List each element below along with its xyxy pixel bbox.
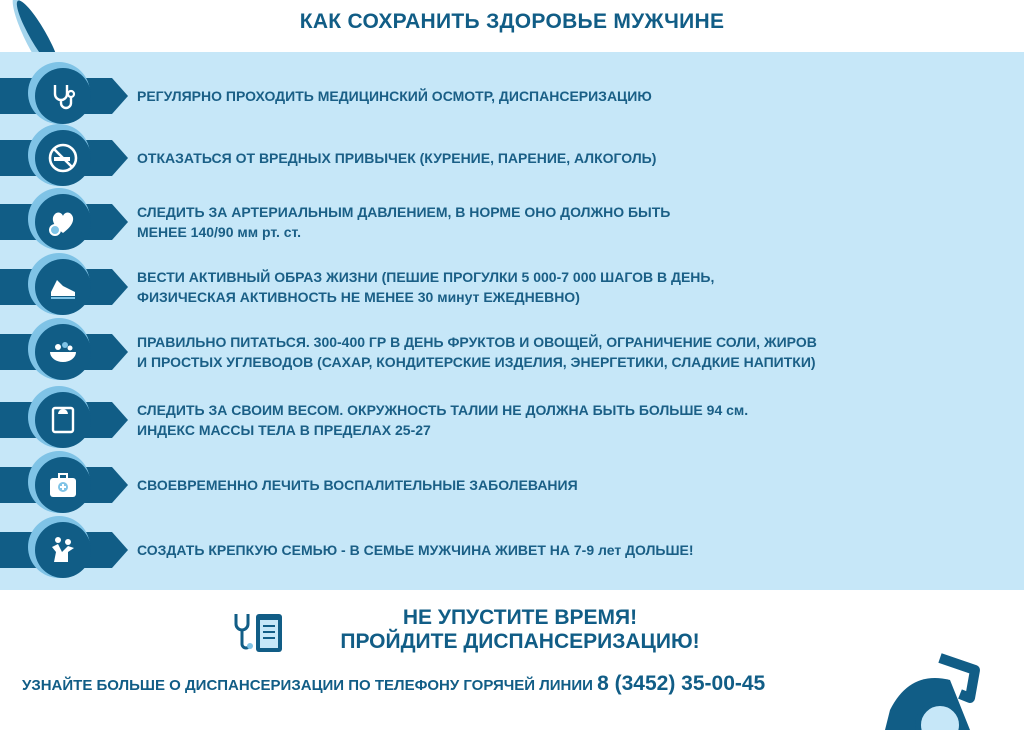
tip-text <box>137 66 652 126</box>
tip-line: СЛЕДИТЬ ЗА АРТЕРИАЛЬНЫМ ДАВЛЕНИЕМ, В НОРМЕ ОНО ДОЛЖНО БЫТЬ <box>137 204 671 220</box>
salad-bowl-icon <box>35 324 91 380</box>
tip-item <box>0 390 1024 450</box>
tip-item <box>0 66 1024 126</box>
tip-text <box>137 128 656 188</box>
page-title: КАК СОХРАНИТЬ ЗДОРОВЬЕ МУЖЧИНЕ <box>299 10 725 33</box>
no-smoking-icon <box>35 130 91 186</box>
tip-line: ИНДЕКС МАССЫ ТЕЛА В ПРЕДЕЛАХ 25-27 <box>137 422 431 438</box>
family-icon <box>35 522 91 578</box>
tip-line: РЕГУЛЯРНО ПРОХОДИТЬ МЕДИЦИНСКИЙ ОСМОТР, ДИСПАНСЕРИЗАЦИЮ <box>137 88 652 104</box>
tip-line: МЕНЕЕ 140/90 мм рт. ст. <box>137 224 302 240</box>
stethoscope-icon <box>35 68 91 124</box>
tip-text <box>137 520 694 580</box>
tip-text <box>137 192 670 252</box>
hotline-info <box>22 672 765 696</box>
scale-icon <box>35 392 91 448</box>
heart-pressure-icon <box>35 194 91 250</box>
call-to-action <box>300 606 740 654</box>
tip-item <box>0 128 1024 188</box>
sneaker-icon <box>35 259 91 315</box>
tip-text <box>137 390 748 450</box>
tip-line: И ПРОСТЫХ УГЛЕВОДОВ (САХАР, КОНДИТЕРСКИЕ ИЗДЕЛИЯ, ЭНЕРГЕТИКИ, СЛАДКИЕ НАПИТКИ) <box>137 354 816 370</box>
stethoscope-clipboard-icon <box>232 610 284 654</box>
tip-item <box>0 520 1024 580</box>
tip-line: ОТКАЗАТЬСЯ ОТ ВРЕДНЫХ ПРИВЫЧЕК (КУРЕНИЕ, ПАРЕНИЕ, АЛКОГОЛЬ) <box>137 150 657 166</box>
tip-text <box>137 322 817 382</box>
tip-line: ПРАВИЛЬНО ПИТАТЬСЯ. 300-400 ГР В ДЕНЬ ФРУКТОВ И ОВОЩЕЙ, ОГРАНИЧЕНИЕ СОЛИ, ЖИРОВ <box>137 334 817 350</box>
tip-line: СВОЕВРЕМЕННО ЛЕЧИТЬ ВОСПАЛИТЕЛЬНЫЕ ЗАБОЛЕВАНИЯ <box>137 477 578 493</box>
tip-line: СОЗДАТЬ КРЕПКУЮ СЕМЬЮ - В СЕМЬЕ МУЖЧИНА ЖИВЕТ НА 7-9 лет ДОЛЬШЕ! <box>137 542 694 558</box>
phone-icon <box>880 650 990 730</box>
tip-text <box>137 257 714 317</box>
tip-line: СЛЕДИТЬ ЗА СВОИМ ВЕСОМ. ОКРУЖНОСТЬ ТАЛИИ НЕ ДОЛЖНА БЫТЬ БОЛЬШЕ 94 см. <box>137 402 749 418</box>
tip-item <box>0 192 1024 252</box>
tip-item <box>0 455 1024 515</box>
tip-line: ВЕСТИ АКТИВНЫЙ ОБРАЗ ЖИЗНИ (ПЕШИЕ ПРОГУЛКИ 5 000-7 000 ШАГОВ В ДЕНЬ, <box>137 269 715 285</box>
cta-line-2: ПРОЙДИТЕ ДИСПАНСЕРИЗАЦИЮ! <box>340 630 700 653</box>
tip-text <box>137 455 578 515</box>
hotline-text: УЗНАЙТЕ БОЛЬШЕ О ДИСПАНСЕРИЗАЦИИ ПО ТЕЛЕФОНУ ГОРЯЧЕЙ ЛИНИИ <box>22 677 593 694</box>
hotline-phone[interactable]: 8 (3452) 35-00-45 <box>597 672 766 695</box>
cta-line-1: НЕ УПУСТИТЕ ВРЕМЯ! <box>402 606 638 629</box>
tip-line: ФИЗИЧЕСКАЯ АКТИВНОСТЬ НЕ МЕНЕЕ 30 минут ЕЖЕДНЕВНО) <box>137 289 580 305</box>
tip-item <box>0 322 1024 382</box>
tip-item <box>0 257 1024 317</box>
medical-kit-icon <box>35 457 91 513</box>
